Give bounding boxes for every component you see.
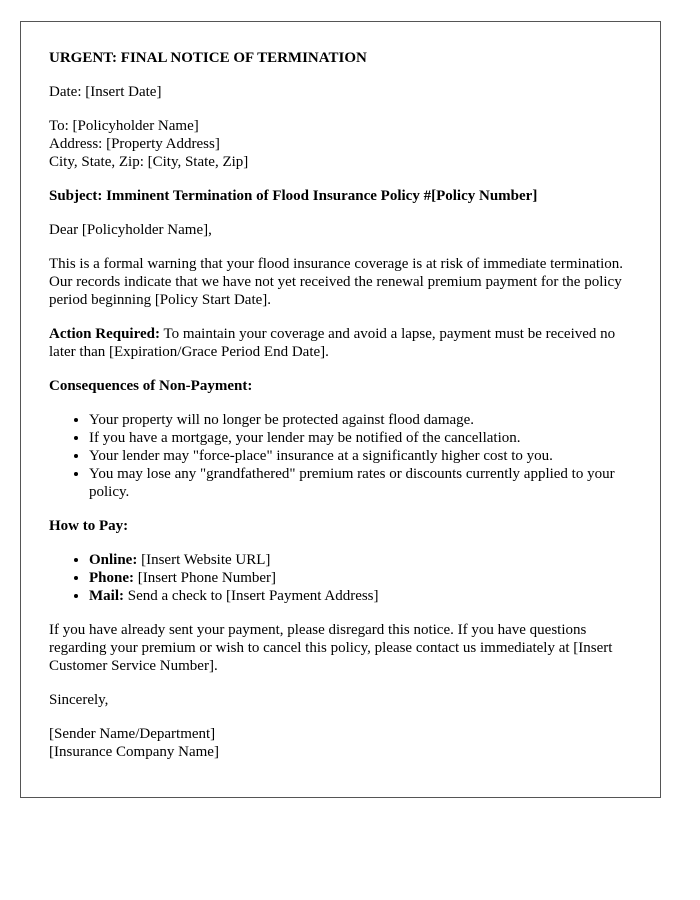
payment-methods-list	[49, 551, 632, 605]
date-line: Date: [Insert Date]	[49, 84, 162, 100]
list-item: • Your lender may "force-place" insurance at a significantly higher cost to you.	[89, 447, 632, 465]
sender-company: [Insurance Company Name]	[49, 744, 219, 760]
consequences-heading-text: Consequences of Non-Payment:	[49, 378, 253, 394]
intro-paragraph: This is a formal warning that your flood insurance coverage is at risk of immediate termination. Our records indicate that we have not yet received the renewal premium payment for the policy period beginning [Policy Start Date].	[49, 256, 623, 308]
subject-text: Subject: Imminent Termination of Flood Insurance Policy #[Policy Number]	[49, 188, 538, 204]
method-label: Online:	[89, 552, 138, 568]
action-required-paragraph	[49, 325, 632, 361]
list-item: • If you have a mortgage, your lender may be notified of the cancellation.	[89, 429, 632, 447]
recipient-address: Address: [Property Address]	[49, 136, 220, 152]
sender-block	[49, 725, 632, 761]
recipient-city: City, State, Zip: [City, State, Zip]	[49, 154, 249, 170]
closing-paragraph: If you have already sent your payment, please disregard this notice. If you have questions regarding your premium or wish to cancel this policy, please contact us immediately at [Insert Customer Service Number].	[49, 622, 613, 674]
consequences-list	[49, 411, 632, 501]
method-text: [Insert Phone Number]	[134, 570, 277, 586]
salutation: Dear [Policyholder Name],	[49, 222, 212, 238]
list-item: • Your property will no longer be protected against flood damage.	[89, 411, 632, 429]
how-to-pay-heading-text: How to Pay:	[49, 518, 129, 534]
payment-method-online	[89, 551, 632, 569]
payment-method-mail	[89, 587, 632, 605]
letter-title: URGENT: FINAL NOTICE OF TERMINATION	[49, 50, 367, 66]
method-text: Send a check to [Insert Payment Address]	[124, 588, 379, 604]
method-text: [Insert Website URL]	[137, 552, 271, 568]
how-to-pay-heading	[49, 517, 632, 535]
method-label: Phone:	[89, 570, 134, 586]
recipient-block	[49, 117, 632, 171]
method-label: Mail:	[89, 588, 124, 604]
recipient-name: To: [Policyholder Name]	[49, 118, 199, 134]
list-item: • You may lose any "grandfathered" premium rates or discounts currently applied to your policy.	[89, 465, 632, 501]
signoff: Sincerely,	[49, 692, 109, 708]
payment-method-phone	[89, 569, 632, 587]
sender-name: [Sender Name/Department]	[49, 726, 216, 742]
consequences-heading	[49, 377, 632, 395]
action-text: To maintain your coverage and avoid a lapse, payment must be received no later than [Expiration/Grace Period End Date].	[49, 326, 616, 360]
action-label: Action Required:	[49, 326, 160, 342]
termination-notice-letter	[20, 21, 661, 798]
subject-line	[49, 187, 632, 205]
